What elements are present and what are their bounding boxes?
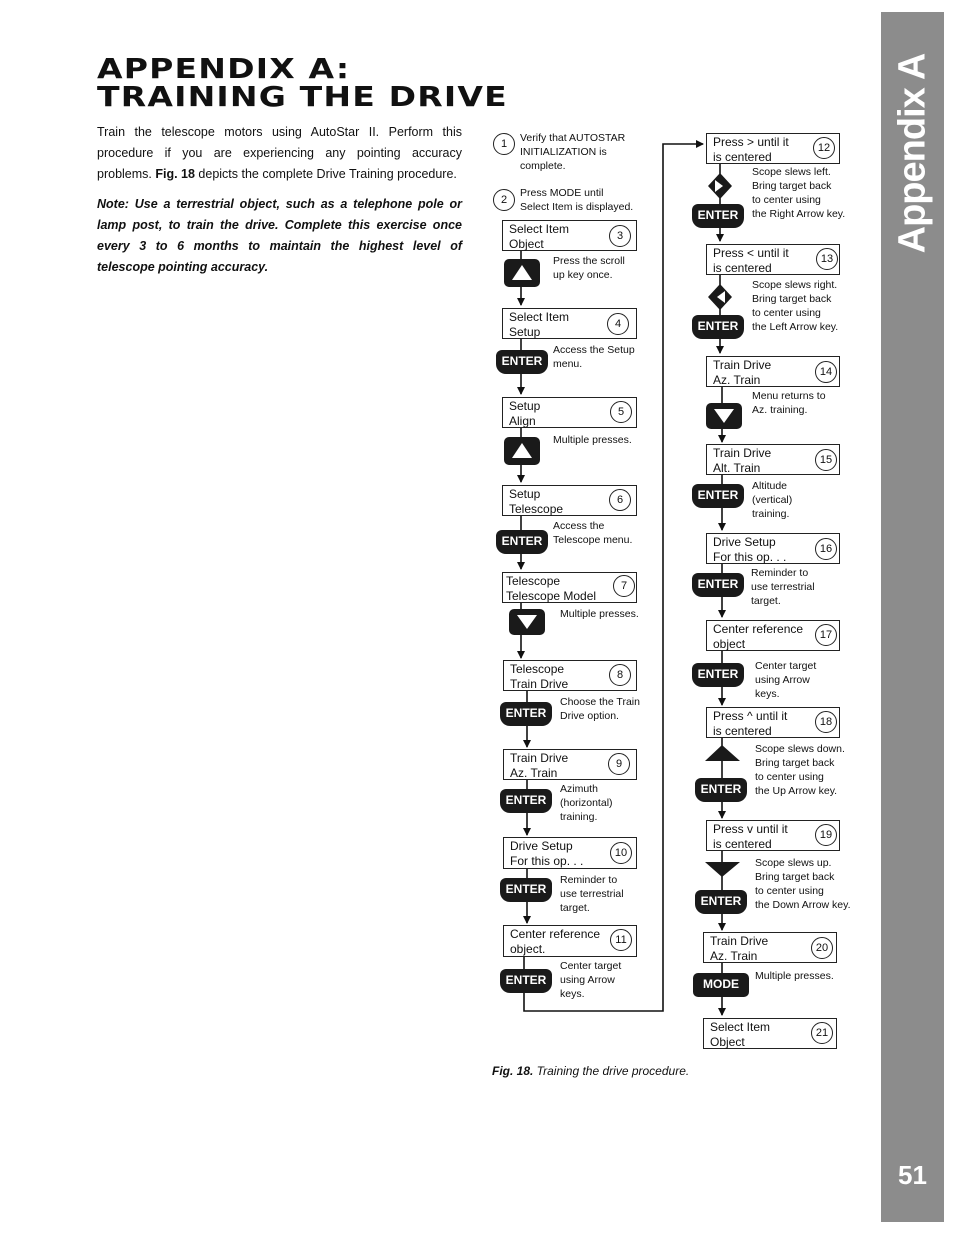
note-18: Scope slews down. Bring target back to center using the Up Arrow key. (755, 743, 845, 797)
enter-key: ENTER (496, 350, 548, 374)
note-7: Multiple presses. (560, 608, 639, 620)
step-number: 18 (815, 711, 837, 733)
box-line: Az. Train (713, 373, 761, 387)
step-number: 2 (493, 189, 515, 211)
intro-text-end: depicts the complete Drive Training procedure. (194, 167, 457, 181)
enter-key: ENTER (692, 484, 744, 508)
enter-key: ENTER (500, 878, 552, 902)
box-line: Train Drive (713, 446, 772, 460)
side-tab-title: Appendix A (891, 53, 934, 254)
box-line: is centered (713, 150, 772, 164)
box-line: Center reference (713, 622, 804, 636)
step-number: 4 (607, 313, 629, 335)
fig-reference: Fig. 18 (155, 167, 195, 181)
box-line: Train Drive (713, 358, 772, 372)
note-14: Menu returns to Az. training. (752, 390, 826, 416)
page-number: 51 (898, 1160, 927, 1190)
box-line: Select Item (509, 222, 570, 236)
box-line: is centered (713, 837, 772, 851)
note-3: Press the scroll up key once. (553, 255, 625, 281)
box-line: Az. Train (710, 949, 758, 963)
note-17: Center target using Arrow keys. (755, 660, 817, 700)
box-line: is centered (713, 724, 772, 738)
down-key-19 (705, 862, 740, 877)
enter-key: ENTER (500, 789, 552, 813)
step-number: 20 (811, 937, 833, 959)
note-13: Scope slews right. Bring target back to center using the Left Arrow key. (752, 279, 839, 333)
box-line: Object (509, 237, 544, 251)
enter-key: ENTER (692, 573, 744, 597)
note-4: Access the Setup menu. (553, 344, 635, 370)
intro-text: Train the telescope motors using AutoStar II. Perform this procedure if you are experiencing any pointing accuracy problems. (97, 125, 462, 181)
box-line: Press < until it (713, 246, 789, 260)
step-number: 6 (609, 489, 631, 511)
step-number: 16 (815, 538, 837, 560)
box-line: Drive Setup (510, 839, 573, 853)
note-paragraph: Note: Use a terrestrial object, such as a telephone pole or lamp post, to train the drive. Complete this exercise once every 3 to 6 months to maintain the highest level of telescope pointing accuracy. (97, 197, 462, 274)
step-number: 9 (608, 753, 630, 775)
note-12: Scope slews left. Bring target back to center using the Right Arrow key. (752, 166, 846, 220)
enter-key: ENTER (496, 530, 548, 554)
box-line: Drive Setup (713, 535, 776, 549)
step-1-text: Verify that AUTOSTAR INITIALIZATION is complete. (520, 132, 626, 172)
note-10: Reminder to use terrestrial target. (560, 874, 624, 914)
enter-key: ENTER (692, 663, 744, 687)
box-line: Setup (509, 325, 541, 339)
box-line: Telescope (506, 574, 561, 588)
step-number: 7 (613, 575, 635, 597)
box-line: Train Drive (710, 934, 769, 948)
step-number: 11 (610, 929, 632, 951)
step-number: 12 (813, 137, 835, 159)
box-line: Setup (509, 487, 541, 501)
enter-key: ENTER (500, 969, 552, 993)
step-number: 5 (610, 401, 632, 423)
box-line: Select Item (509, 310, 570, 324)
box-line: Object (710, 1035, 745, 1049)
note-15: Altitude (vertical) training. (752, 480, 793, 520)
box-line: Select Item (710, 1020, 771, 1034)
step-number: 10 (610, 842, 632, 864)
box-line: object. (510, 942, 546, 956)
caption-label: Fig. 18. (492, 1064, 534, 1078)
box-line: Alt. Train (713, 461, 761, 475)
box-line: For this op. . . (713, 550, 787, 564)
note-20: Multiple presses. (755, 970, 834, 982)
step-number: 14 (815, 361, 837, 383)
step-number: 17 (815, 624, 837, 646)
enter-key: ENTER (695, 890, 747, 914)
title-line-2: TRAINING THE DRIVE (97, 80, 508, 113)
enter-key: ENTER (695, 778, 747, 802)
box-line: Press > until it (713, 135, 789, 149)
step-number: 1 (493, 133, 515, 155)
box-line: Telescope Model (506, 589, 597, 603)
enter-key: ENTER (692, 204, 744, 228)
box-line: For this op. . . (510, 854, 584, 868)
note-9: Azimuth (horizontal) training. (560, 783, 613, 823)
step-number: 3 (609, 225, 631, 247)
title-line-1: APPENDIX A: (97, 52, 351, 85)
note-19: Scope slews up. Bring target back to center using the Down Arrow key. (755, 857, 851, 911)
box-line: Telescope (509, 502, 564, 516)
box-line: Align (509, 414, 536, 428)
step-2-text: Press MODE until Select Item is displayed. (520, 187, 634, 213)
note-8: Choose the Train Drive option. (560, 696, 640, 722)
box-line: Telescope (510, 662, 565, 676)
enter-key: ENTER (500, 702, 552, 726)
step-number: 8 (609, 664, 631, 686)
note-11: Center target using Arrow keys. (560, 960, 622, 1000)
step-number: 15 (815, 449, 837, 471)
step-number: 21 (811, 1022, 833, 1044)
figure-caption (492, 1064, 689, 1078)
box-line: Train Drive (510, 751, 569, 765)
note-5: Multiple presses. (553, 434, 632, 446)
note-6: Access the Telescope menu. (553, 520, 633, 546)
box-line: Setup (509, 399, 541, 413)
step-number: 13 (816, 248, 838, 270)
box-line: object (713, 637, 746, 651)
up-key-18 (705, 745, 740, 761)
enter-key: ENTER (692, 315, 744, 339)
box-line: Az. Train (510, 766, 558, 780)
mode-key: MODE (693, 973, 749, 997)
caption-text: Training the drive procedure. (533, 1064, 690, 1078)
step-number: 19 (815, 824, 837, 846)
box-line: Center reference (510, 927, 601, 941)
box-line: is centered (713, 261, 772, 275)
box-line: Press ^ until it (713, 709, 788, 723)
box-line: Press v until it (713, 822, 788, 836)
note-16: Reminder to use terrestrial target. (751, 567, 815, 607)
box-line: Train Drive (510, 677, 569, 691)
